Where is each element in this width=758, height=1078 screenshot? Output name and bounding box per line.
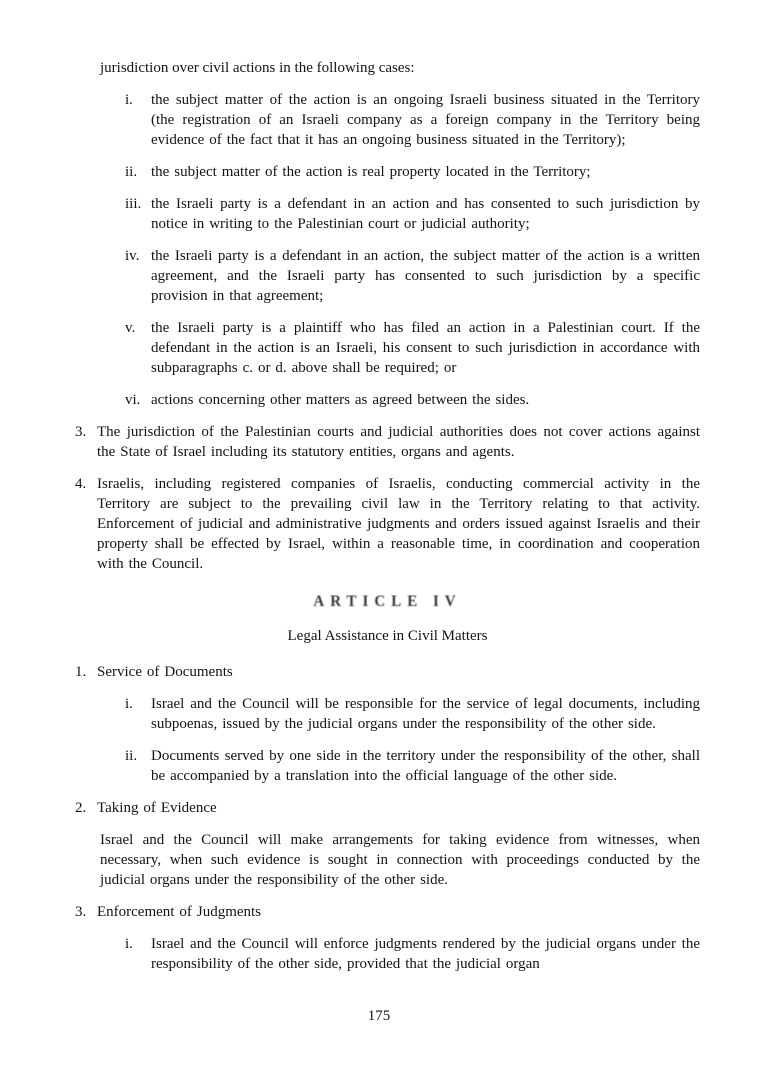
section-marker: 2. bbox=[75, 800, 87, 816]
section-marker: 3. bbox=[75, 904, 87, 920]
section-1-item-i bbox=[125, 694, 700, 734]
list-item-vi bbox=[125, 390, 700, 410]
list-text: the Israeli party is a defendant in an action, the subject matter of the action is a written agreement, and the Israeli party has consented to such jurisdiction by a specific provision in that agreement; bbox=[151, 248, 700, 304]
intro-text: jurisdiction over civil actions in the following cases: bbox=[100, 60, 415, 76]
article-subtitle: Legal Assistance in Civil Matters bbox=[287, 628, 488, 644]
cases-list bbox=[75, 90, 700, 410]
section-3-item-i bbox=[125, 934, 700, 974]
list-marker: vi. bbox=[125, 392, 141, 408]
list-text: actions concerning other matters as agreed between the sides. bbox=[151, 392, 530, 408]
list-marker: iii. bbox=[125, 196, 142, 212]
section-title: Enforcement of Judgments bbox=[97, 904, 262, 920]
list-text: Israel and the Council will be responsible for the service of legal documents, including subpoenas, issued by the judicial organs under the responsibility of the other side. bbox=[151, 696, 700, 732]
list-marker: ii. bbox=[125, 164, 138, 180]
section-heading-1 bbox=[75, 662, 700, 682]
section-2-body: Israel and the Council will make arrangements for taking evidence from witnesses, when necessary, when such evidence is sought in connection with proceedings conducted by the judicial organs under the responsibility of the other side. bbox=[100, 832, 700, 888]
list-marker: ii. bbox=[125, 748, 138, 764]
section-1-item-ii bbox=[125, 746, 700, 786]
section-title: Service of Documents bbox=[97, 664, 233, 680]
list-marker: v. bbox=[125, 320, 136, 336]
list-text: Israel and the Council will enforce judgments rendered by the judicial organs under the responsibility of the other side, provided that the judicial organ bbox=[151, 936, 700, 972]
page-number: 175 bbox=[367, 1008, 391, 1024]
list-item-iii bbox=[125, 194, 700, 234]
list-text: the Israeli party is a defendant in an action and has consented to such jurisdiction by notice in writing to the Palestinian court or judicial authority; bbox=[151, 196, 700, 232]
list-text: Documents served by one side in the territory under the responsibility of the other, shall be accompanied by a translation into the official language of the other side. bbox=[151, 748, 700, 784]
section-heading-3 bbox=[75, 902, 700, 922]
section-3-list bbox=[75, 934, 700, 974]
article-heading: ARTICLE IV bbox=[313, 593, 462, 611]
list-item-iv bbox=[125, 246, 700, 306]
list-marker: i. bbox=[125, 92, 133, 108]
section-heading-2 bbox=[75, 798, 700, 818]
section-marker: 1. bbox=[75, 664, 87, 680]
list-item-i bbox=[125, 90, 700, 150]
list-marker: i. bbox=[125, 936, 133, 952]
paragraph-marker: 3. bbox=[75, 424, 87, 440]
paragraph-text: Israelis, including registered companies of Israelis, conducting commercial activity in the Territory are subject to the prevailing civil law in the Territory relating to that activity. Enforcement of judicial and administrative judgments and orders issued against Israelis and their property shall be effected by Israel, within a reasonable time, in coordination and cooperation with the Council. bbox=[97, 476, 700, 572]
numbered-paragraph-3 bbox=[75, 422, 700, 462]
list-marker: i. bbox=[125, 696, 133, 712]
paragraph-text: The jurisdiction of the Palestinian courts and judicial authorities does not cover actions against the State of Israel including its statutory entities, organs and agents. bbox=[97, 424, 700, 460]
list-item-v bbox=[125, 318, 700, 378]
list-item-ii bbox=[125, 162, 700, 182]
section-1-list bbox=[75, 694, 700, 786]
list-marker: iv. bbox=[125, 248, 140, 264]
list-text: the subject matter of the action is real property located in the Territory; bbox=[151, 164, 591, 180]
section-title: Taking of Evidence bbox=[97, 800, 217, 816]
list-text: the subject matter of the action is an ongoing Israeli business situated in the Territory (the registration of an Israeli company as a foreign company in the Territory being evidence of the fact that it has an ongoing business situated in the Territory); bbox=[151, 92, 700, 148]
paragraph-marker: 4. bbox=[75, 476, 87, 492]
list-text: the Israeli party is a plaintiff who has filed an action in a Palestinian court. If the defendant in the action is an Israeli, his consent to such jurisdiction in accordance with subparagraphs c. or d. above shall be required; or bbox=[151, 320, 700, 376]
numbered-paragraph-4 bbox=[75, 474, 700, 574]
